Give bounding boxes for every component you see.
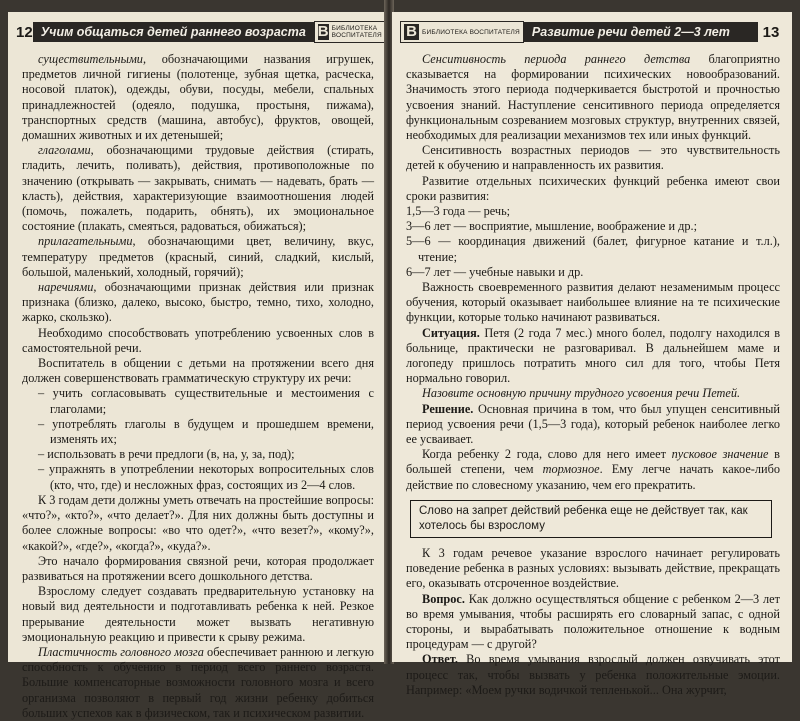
text: Основная причина в том, что был упущен сенситивный период усвоения речи (1,5—3 года), который ребенок наиболее легко ее усваивает.	[406, 401, 780, 447]
grammar-list	[22, 386, 374, 492]
left-page-header	[16, 20, 382, 44]
series-logo	[314, 21, 390, 43]
paragraph: К 3 годам дети должны уметь отвечать на простейшие вопросы: «что?», «кто?», «что делает?». Для них должны быть доступны и более сложные вопросы: «во что одет?», «что везет?», «кому?», «какой?», «где?», «когда?», «куда?».	[22, 492, 374, 553]
list-item: – учить согласовывать существительные и местоимения с глаголами;	[22, 386, 374, 416]
label: Ответ.	[422, 652, 458, 667]
left-page-text	[22, 52, 374, 721]
term: Сенситивность периода раннего детства	[422, 52, 691, 66]
list-item: – использовать в речи предлоги (в, на, у, за, под);	[22, 447, 374, 462]
logo-text: БИБЛИОТЕКА ВОСПИТАТЕЛЯ	[422, 28, 520, 36]
list-item: – упражнять в употреблении некоторых вопросительных слов (кто, что, где) и несложных фраз, состоящих из 2—4 слов.	[22, 462, 374, 492]
logo-letter: В	[317, 23, 329, 40]
term: глаголами	[38, 143, 91, 158]
paragraph: Взрослому следует создавать предварительную установку на новый вид деятельности и подготавливать ребенка к ней. Резкое прерывание деятельности может вызвать негативную эмоциональную реакцию и привести к срыву режима.	[22, 584, 374, 644]
running-title: Развитие речи детей 2—3 лет	[524, 22, 758, 42]
paragraph: Важность своевременного развития делают незаменимым процесс обучения, который оказывает наибольшее влияние на те психические функции, которые только начинают развиваться.	[406, 280, 780, 325]
text: в большей степени, чем	[406, 447, 780, 477]
text: , обозначающими цвет, величину, вкус, температуру предметов (красный, синий, сладкий, кислый, большой, маленький, холодный, горячий);	[22, 234, 374, 279]
paragraph	[22, 280, 374, 326]
period-item: 3—6 лет — восприятие, мышление, воображение и др.;	[406, 219, 698, 234]
left-page	[8, 12, 386, 720]
right-page-text	[406, 52, 780, 698]
term: пусковое значение	[671, 447, 769, 462]
text: Когда ребенку 2 года, слово для него имеет	[422, 447, 672, 462]
running-title: Учим общаться детей раннего возраста	[33, 22, 314, 42]
text: благоприятно сказывается на формировании психических новообразований. Значимость этого периода подчеркивается быстротой и прочностью усвоения знаний. Наступление сенситивного периода определяется функциональным созреванием мозговых структур, внутренних связей, необходимых для реализации механизмов тех или иных функций.	[406, 52, 780, 143]
right-page-header	[400, 20, 784, 44]
text: Как должно осуществляться общение с ребенком 2—3 лет во время умывания, чтобы расширять его словарный запас, с одной стороны, и вырабатывать положительное отношение к водным процедурам — с другой?	[406, 591, 780, 652]
paragraph	[406, 52, 780, 143]
paragraph	[406, 447, 780, 493]
term: тормозное	[542, 462, 600, 477]
paragraph	[22, 143, 374, 234]
term: наречиями	[38, 280, 94, 295]
page-number: 12	[16, 23, 33, 41]
task	[406, 386, 780, 401]
answer	[406, 652, 780, 698]
solution	[406, 402, 780, 448]
text: , обозначающими названия игрушек, предметов личной гигиены (полотенце, зубная щетка, расческа, носовой платок), одежды, обуви, посуды, мебели, спальных принадлежностей (одеяло, подушка, простыня, пижама), транспортных средств (машина, автобус), фруктов, овощей, домашних животных и их детенышей;	[22, 52, 374, 143]
period-item: 6—7 лет — учебные навыки и др.	[406, 264, 584, 279]
right-page	[392, 12, 792, 697]
paragraph	[22, 52, 374, 143]
period-item: 5—6 — координация движений (балет, фигурное катание и т.л.), чтение;	[406, 234, 780, 264]
period-item: 1,5—3 года — речь;	[406, 204, 511, 219]
paragraph	[22, 234, 374, 280]
term: Пластичность головного мозга	[38, 644, 204, 659]
text: обеспечивает раннюю и легкую способность к обучению в период всего раннего возраста. Большие компенсаторные возможности головного мозга и всего организма позволяют в первый год жизни ребенку добиться больших успехов как в физическом, так и психическом развитии.	[22, 644, 374, 720]
text: Назовите основную причину трудного усвоения речи Петей.	[422, 386, 741, 401]
page-number: 13	[762, 23, 780, 41]
logo-text: БИБЛИОТЕКА ВОСПИТАТЕЛЯ	[331, 25, 382, 39]
paragraph: Развитие отдельных психических функций ребенка имеют свои сроки развития:	[406, 173, 780, 203]
label: Вопрос.	[422, 591, 465, 606]
label: Ситуация.	[422, 325, 480, 340]
paragraph: Воспитатель в общении с детьми на протяжении всего дня должен совершенствовать грамматическую структуру их речи:	[22, 356, 374, 386]
text: Во время умывания взрослый должен озвучивать этот процесс так, чтобы вызвать у ребенка положительные эмоции. Например: «Моем ручки водичкой тепленькой... Она журчит,	[406, 652, 780, 697]
text: Петя (2 года 7 мес.) много болел, подолгу находился в больнице, практически не разговаривал. В дальнейшем маме и логопеду пришлось потратить много сил для того, чтобы Петя нормально говорил.	[406, 325, 780, 386]
paragraph: К 3 годам речевое указание взрослого начинает регулировать поведение ребенка в разных условиях: вызывать действие, прекращать его, оказывать отсроченное воздействие.	[406, 545, 780, 591]
paragraph	[22, 645, 374, 721]
term: существительными	[38, 52, 143, 66]
text: . Ему легче начать какое-либо действие по словесному указанию, чем его прекратить.	[406, 462, 780, 492]
paragraph: Необходимо способствовать употреблению усвоенных слов в самостоятельной речи.	[22, 325, 374, 355]
situation	[406, 326, 780, 387]
term: прилагательными	[38, 234, 133, 249]
paragraph: Это начало формирования связной речи, которая продолжает развиваться на протяжении всего дошкольного детства.	[22, 553, 374, 583]
logo-letter: В	[404, 24, 419, 40]
list-item: – употреблять глаголы в будущем и прошедшем времени, изменять их;	[22, 417, 374, 447]
series-logo	[400, 21, 524, 43]
callout-box: Слово на запрет действий ребенка еще не действует так, как хотелось бы взрослому	[410, 500, 772, 538]
label: Решение.	[422, 401, 474, 416]
question	[406, 592, 780, 653]
text: , обозначающими признак действия или признак признака (близко, далеко, высоко, быстро, темно, тихо, холодно, жарко, скользко).	[22, 280, 374, 325]
paragraph: Сенситивность возрастных периодов — это чувствительность детей к обучению и направленность их развития.	[406, 143, 780, 173]
text: , обозначающими трудовые действия (стирать, гладить, лечить, поливать), действия, противоположные по значению (открывать — закрывать, снимать — надевать, брать — класть), действия, характеризующие взаимоотношения людей (помочь, пожалеть, подарить, обнять), их эмоциональное состояние (плакать, смеяться, радоваться, обижаться);	[22, 143, 374, 234]
